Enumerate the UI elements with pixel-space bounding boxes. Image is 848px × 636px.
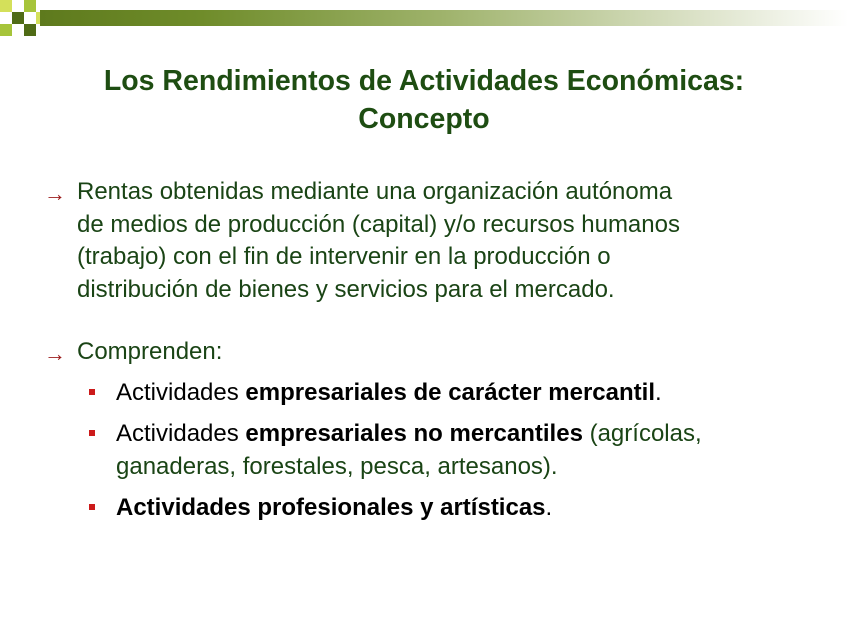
list-item: [116, 492, 824, 525]
definition-line: de medios de producción (capital) y/o recursos humanos: [77, 210, 680, 238]
item-bold-text: empresariales de carácter mercantil: [245, 378, 655, 406]
decor-square: [0, 0, 12, 12]
square-bullet-icon: [89, 504, 95, 510]
item-bold-text: empresariales no mercantiles: [245, 420, 583, 447]
decor-square: [24, 0, 36, 12]
definition-line: (trabajo) con el fin de intervenir en la producción o: [77, 243, 611, 270]
square-bullet-icon: [89, 430, 95, 436]
item-suffix-continued: ganaderas, forestales, pesca, artesanos).: [116, 452, 558, 480]
header-decoration: [0, 0, 848, 50]
arrow-bullet-icon: →: [44, 341, 66, 366]
arrow-bullet-icon: →: [44, 181, 66, 206]
comprenden-label: Comprenden:: [77, 338, 223, 365]
definition-line: Rentas obtenidas mediante una organización autónoma: [77, 178, 673, 205]
title-line-1: Los Rendimientos de Actividades Económicas:: [103, 65, 745, 97]
decor-square: [0, 24, 12, 36]
bullet-comprenden: [44, 336, 824, 369]
square-bullet-icon: [89, 389, 95, 395]
item-suffix: .: [655, 378, 662, 406]
slide-title: [0, 62, 848, 138]
list-item: [116, 418, 824, 483]
slide-body: [44, 176, 824, 534]
bullet-definition: [44, 176, 824, 306]
item-suffix: (agrícolas,: [582, 420, 702, 447]
header-gradient-bar: [40, 10, 848, 26]
item-suffix: .: [545, 494, 553, 521]
definition-paragraph: [77, 176, 824, 306]
decor-square: [12, 12, 24, 24]
definition-line: distribución de bienes y servicios para el mercado.: [77, 275, 615, 303]
list-item: [116, 377, 824, 410]
activities-list: [44, 377, 824, 525]
title-line-2: Concepto: [358, 103, 490, 135]
item-bold-text: Actividades profesionales y artísticas: [116, 494, 546, 521]
item-prefix: Actividades: [116, 420, 246, 447]
item-prefix: Actividades: [116, 378, 246, 406]
decor-square: [24, 24, 36, 36]
